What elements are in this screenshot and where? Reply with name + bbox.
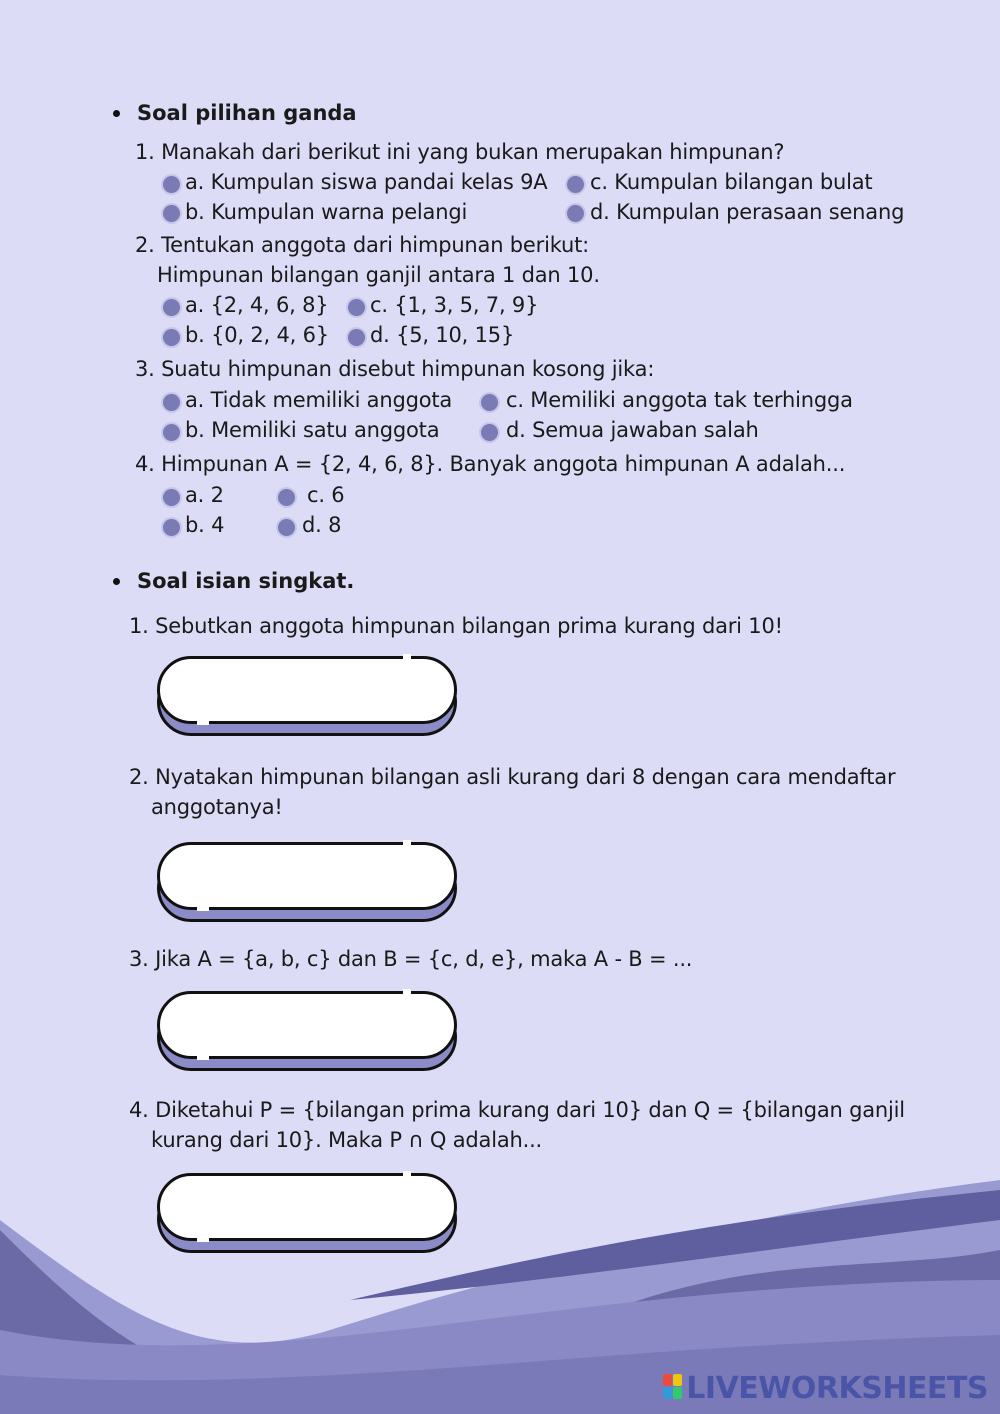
mc-question-4: 4. Himpunan A = {2, 4, 6, 8}. Banyak anggota himpunan A adalah... <box>135 452 846 476</box>
q1-option-d-radio[interactable] <box>567 205 584 222</box>
q3-option-c-label: c. Memiliki anggota tak terhingga <box>506 388 853 412</box>
sa-answer-box-1 <box>157 656 457 726</box>
logo-text: LIVEWORKSHEETS <box>686 1371 988 1406</box>
q1-option-d-label: d. Kumpulan perasaan senang <box>590 200 905 224</box>
q2-option-c-label: c. {1, 3, 5, 7, 9} <box>370 293 539 317</box>
sa-question-4: 4. Diketahui P = {bilangan prima kurang dari 10} dan Q = {bilangan ganjil <box>129 1098 905 1122</box>
q1-option-a-radio[interactable] <box>163 176 180 193</box>
q2-option-c-radio[interactable] <box>348 299 365 316</box>
sa-question-4-cont: kurang dari 10}. Maka P ∩ Q adalah... <box>151 1128 543 1152</box>
sa-question-2: 2. Nyatakan himpunan bilangan asli kurang dari 8 dengan cara mendaftar <box>129 765 896 789</box>
sa-answer-input-4[interactable] <box>157 1173 457 1241</box>
q2-option-b-radio[interactable] <box>163 329 180 346</box>
mc-question-2-detail: Himpunan bilangan ganjil antara 1 dan 10. <box>157 263 600 287</box>
q2-option-b-label: b. {0, 2, 4, 6} <box>185 323 329 347</box>
mc-question-1: 1. Manakah dari berikut ini yang bukan merupakan himpunan? <box>135 140 785 164</box>
section-title-multiple-choice: Soal pilihan ganda <box>137 101 357 125</box>
bullet-section-1 <box>113 110 120 117</box>
sa-question-2-cont: anggotanya! <box>151 795 283 819</box>
liveworksheets-logo-icon <box>663 1374 683 1400</box>
sa-answer-box-2 <box>157 842 457 912</box>
q3-option-c-radio[interactable] <box>481 394 498 411</box>
sa-answer-input-3[interactable] <box>157 991 457 1059</box>
q3-option-a-label: a. Tidak memiliki anggota <box>185 388 453 412</box>
q4-option-d-label: d. 8 <box>302 513 342 537</box>
q4-option-b-label: b. 4 <box>185 513 225 537</box>
q2-option-d-label: d. {5, 10, 15} <box>370 323 515 347</box>
q1-option-c-label: c. Kumpulan bilangan bulat <box>590 170 873 194</box>
q3-option-b-label: b. Memiliki satu anggota <box>185 418 440 442</box>
mc-question-2: 2. Tentukan anggota dari himpunan berikut: <box>135 233 590 257</box>
q1-option-a-label: a. Kumpulan siswa pandai kelas 9A <box>185 170 548 194</box>
q3-option-d-label: d. Semua jawaban salah <box>506 418 759 442</box>
q2-option-d-radio[interactable] <box>348 329 365 346</box>
sa-answer-box-3 <box>157 991 457 1061</box>
q4-option-d-radio[interactable] <box>278 519 295 536</box>
sa-answer-box-4 <box>157 1173 457 1243</box>
q1-option-c-radio[interactable] <box>567 176 584 193</box>
sa-question-3: 3. Jika A = {a, b, c} dan B = {c, d, e}, maka A - B = ... <box>129 947 693 971</box>
q1-option-b-label: b. Kumpulan warna pelangi <box>185 200 468 224</box>
q3-option-a-radio[interactable] <box>163 394 180 411</box>
liveworksheets-logo <box>663 1371 988 1406</box>
q2-option-a-label: a. {2, 4, 6, 8} <box>185 293 329 317</box>
section-title-short-answer: Soal isian singkat. <box>137 569 355 593</box>
q3-option-d-radio[interactable] <box>481 424 498 441</box>
q4-option-c-label: c. 6 <box>307 483 345 507</box>
q4-option-c-radio[interactable] <box>278 489 295 506</box>
sa-question-1: 1. Sebutkan anggota himpunan bilangan prima kurang dari 10! <box>129 614 783 638</box>
q2-option-a-radio[interactable] <box>163 299 180 316</box>
q4-option-b-radio[interactable] <box>163 519 180 536</box>
bullet-section-2 <box>113 578 120 585</box>
q4-option-a-label: a. 2 <box>185 483 224 507</box>
q3-option-b-radio[interactable] <box>163 424 180 441</box>
sa-answer-input-1[interactable] <box>157 656 457 724</box>
mc-question-3: 3. Suatu himpunan disebut himpunan kosong jika: <box>135 357 655 381</box>
q1-option-b-radio[interactable] <box>163 205 180 222</box>
q4-option-a-radio[interactable] <box>163 489 180 506</box>
sa-answer-input-2[interactable] <box>157 842 457 910</box>
